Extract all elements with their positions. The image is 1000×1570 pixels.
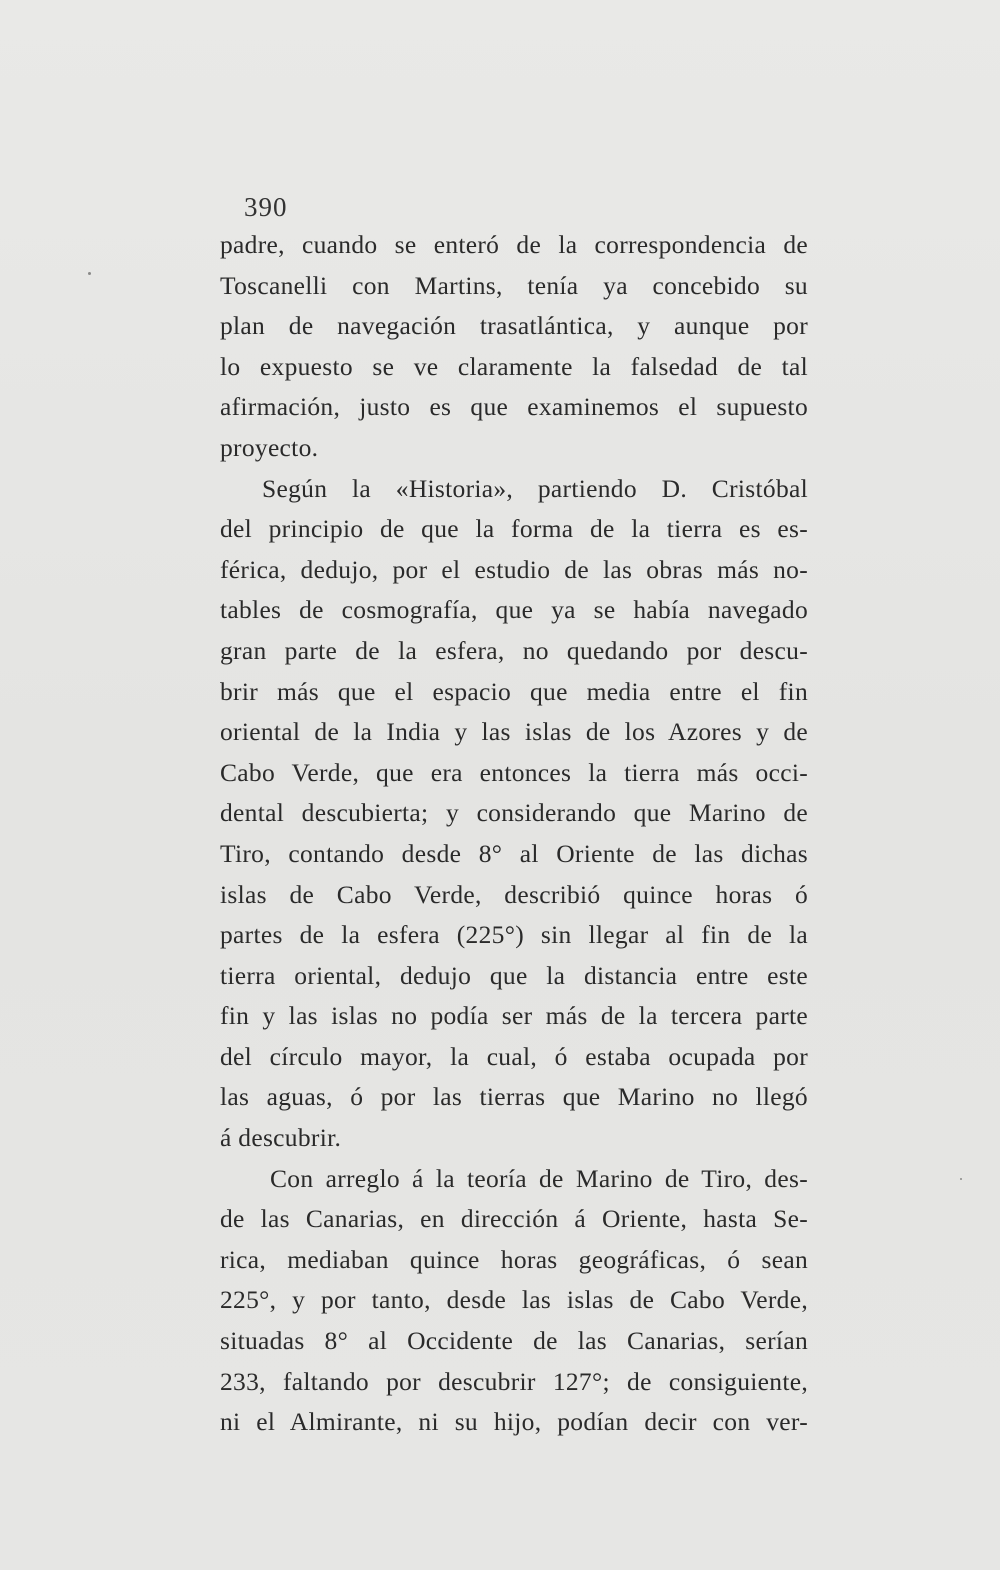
text-line: las aguas, ó por las tierras que Marino no llegó (220, 1082, 808, 1112)
text-line: á descubrir. (220, 1123, 342, 1153)
text-line: plan de navegación trasatlántica, y aunque por (220, 311, 808, 341)
text-line: islas de Cabo Verde, describió quince horas ó (220, 879, 808, 909)
text-line: Con arreglo á la teoría de Marino de Tiro, des- (270, 1163, 808, 1193)
text-line: afirmación, justo es que examinemos el supuesto (220, 392, 808, 422)
text-line: Toscanelli con Martins, tenía ya concebido su (220, 270, 808, 300)
paper-speck (960, 1178, 962, 1180)
text-line: férica, dedujo, por el estudio de las obras más no- (220, 554, 808, 584)
text-line: tierra oriental, dedujo que la distancia entre este (220, 960, 808, 990)
text-line: 225°, y por tanto, desde las islas de Cabo Verde, (220, 1285, 808, 1315)
text-line: Cabo Verde, que era entonces la tierra más occi- (220, 757, 808, 787)
text-line: oriental de la India y las islas de los Azores y de (220, 717, 808, 747)
page-number: 390 (244, 192, 288, 222)
text-line: proyecto. (220, 432, 319, 462)
text-line: tables de cosmografía, que ya se había navegado (220, 595, 808, 625)
text-line: del círculo mayor, la cual, ó estaba ocupada por (220, 1041, 808, 1071)
text-line: partes de la esfera (225°) sin llegar al fin de la (220, 920, 808, 950)
text-line: gran parte de la esfera, no quedando por descu- (220, 635, 808, 665)
text-line: Según la «Historia», partiendo D. Cristóbal (262, 473, 808, 503)
paper-speck (88, 272, 91, 275)
text-line: situadas 8° al Occidente de las Canarias, serían (220, 1326, 808, 1356)
body-text (220, 225, 808, 1443)
text-line: brir más que el espacio que media entre el fin (220, 676, 808, 706)
text-line: lo expuesto se ve claramente la falsedad de tal (220, 351, 808, 381)
text-line: rica, mediaban quince horas geográficas, ó sean (220, 1244, 808, 1274)
text-line: dental descubierta; y considerando que Marino de (220, 798, 808, 828)
text-line: del principio de que la forma de la tierra es es- (220, 514, 808, 544)
text-line: 233, faltando por descubrir 127°; de consiguiente, (220, 1366, 808, 1396)
text-line: ni el Almirante, ni su hijo, podían decir con ver- (220, 1407, 808, 1437)
text-line: Tiro, contando desde 8° al Oriente de las dichas (220, 838, 808, 868)
text-line: de las Canarias, en dirección á Oriente, hasta Se- (220, 1204, 808, 1234)
text-line: padre, cuando se enteró de la correspondencia de (220, 230, 808, 259)
text-line: fin y las islas no podía ser más de la tercera parte (220, 1001, 808, 1031)
